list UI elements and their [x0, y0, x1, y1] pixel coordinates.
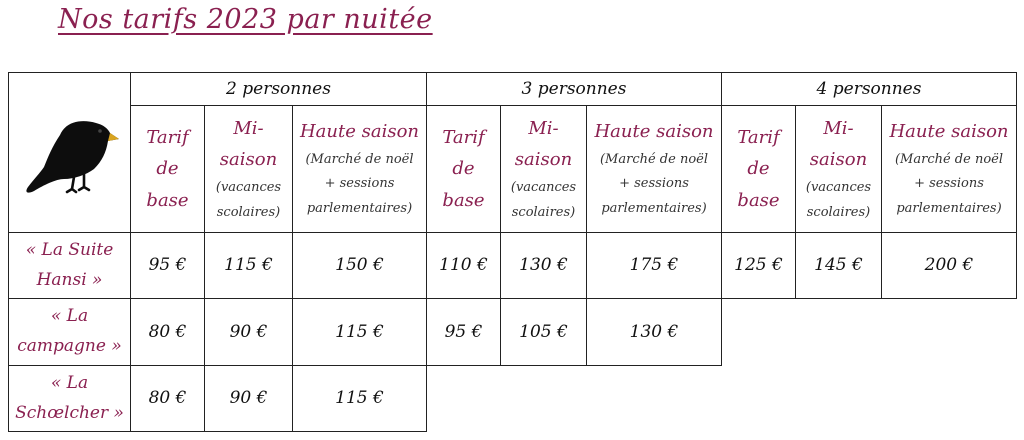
price-cell: 175 €	[586, 232, 722, 299]
price-cell: 145 €	[795, 232, 882, 299]
page-title: Nos tarifs 2023 par nuitée	[58, 4, 433, 35]
price-cell: 110 €	[426, 232, 501, 299]
price-cell: 95 €	[426, 298, 501, 366]
price-cell: 150 €	[292, 232, 427, 299]
blackbird-icon	[20, 111, 120, 195]
price-cell: 90 €	[204, 298, 293, 366]
price-cell: 115 €	[292, 298, 427, 366]
subheader-haute-saison: Haute saison (Marché de noël + sessions parlementaires)	[292, 105, 427, 233]
price-cell: 130 €	[586, 298, 722, 366]
row-label-suite-hansi: « La Suite Hansi »	[8, 232, 131, 299]
subheader-mi-saison: Mi- saison (vacances scolaires)	[204, 105, 293, 233]
subheader-tarif-base: Tarif de base	[426, 105, 501, 233]
corner-cell	[8, 72, 131, 233]
subheader-tarif-base: Tarif de base	[130, 105, 205, 233]
group-header-4-personnes: 4 personnes	[721, 72, 1017, 106]
price-cell: 115 €	[292, 365, 427, 432]
group-header-2-personnes: 2 personnes	[130, 72, 427, 106]
subheader-haute-saison: Haute saison (Marché de noël + sessions parlementaires)	[586, 105, 722, 233]
subheader-tarif-base: Tarif de base	[721, 105, 796, 233]
row-label-schoelcher: « La Schœlcher »	[8, 365, 131, 432]
subheader-mi-saison: Mi- saison (vacances scolaires)	[795, 105, 882, 233]
price-cell: 125 €	[721, 232, 796, 299]
price-cell: 130 €	[500, 232, 587, 299]
subheader-haute-saison: Haute saison (Marché de noël + sessions parlementaires)	[881, 105, 1017, 233]
group-header-3-personnes: 3 personnes	[426, 72, 722, 106]
price-cell: 200 €	[881, 232, 1017, 299]
price-cell: 80 €	[130, 298, 205, 366]
price-cell: 80 €	[130, 365, 205, 432]
price-cell: 105 €	[500, 298, 587, 366]
row-label-campagne: « La campagne »	[8, 298, 131, 366]
price-cell: 115 €	[204, 232, 293, 299]
price-cell: 90 €	[204, 365, 293, 432]
subheader-mi-saison: Mi- saison (vacances scolaires)	[500, 105, 587, 233]
price-cell: 95 €	[130, 232, 205, 299]
